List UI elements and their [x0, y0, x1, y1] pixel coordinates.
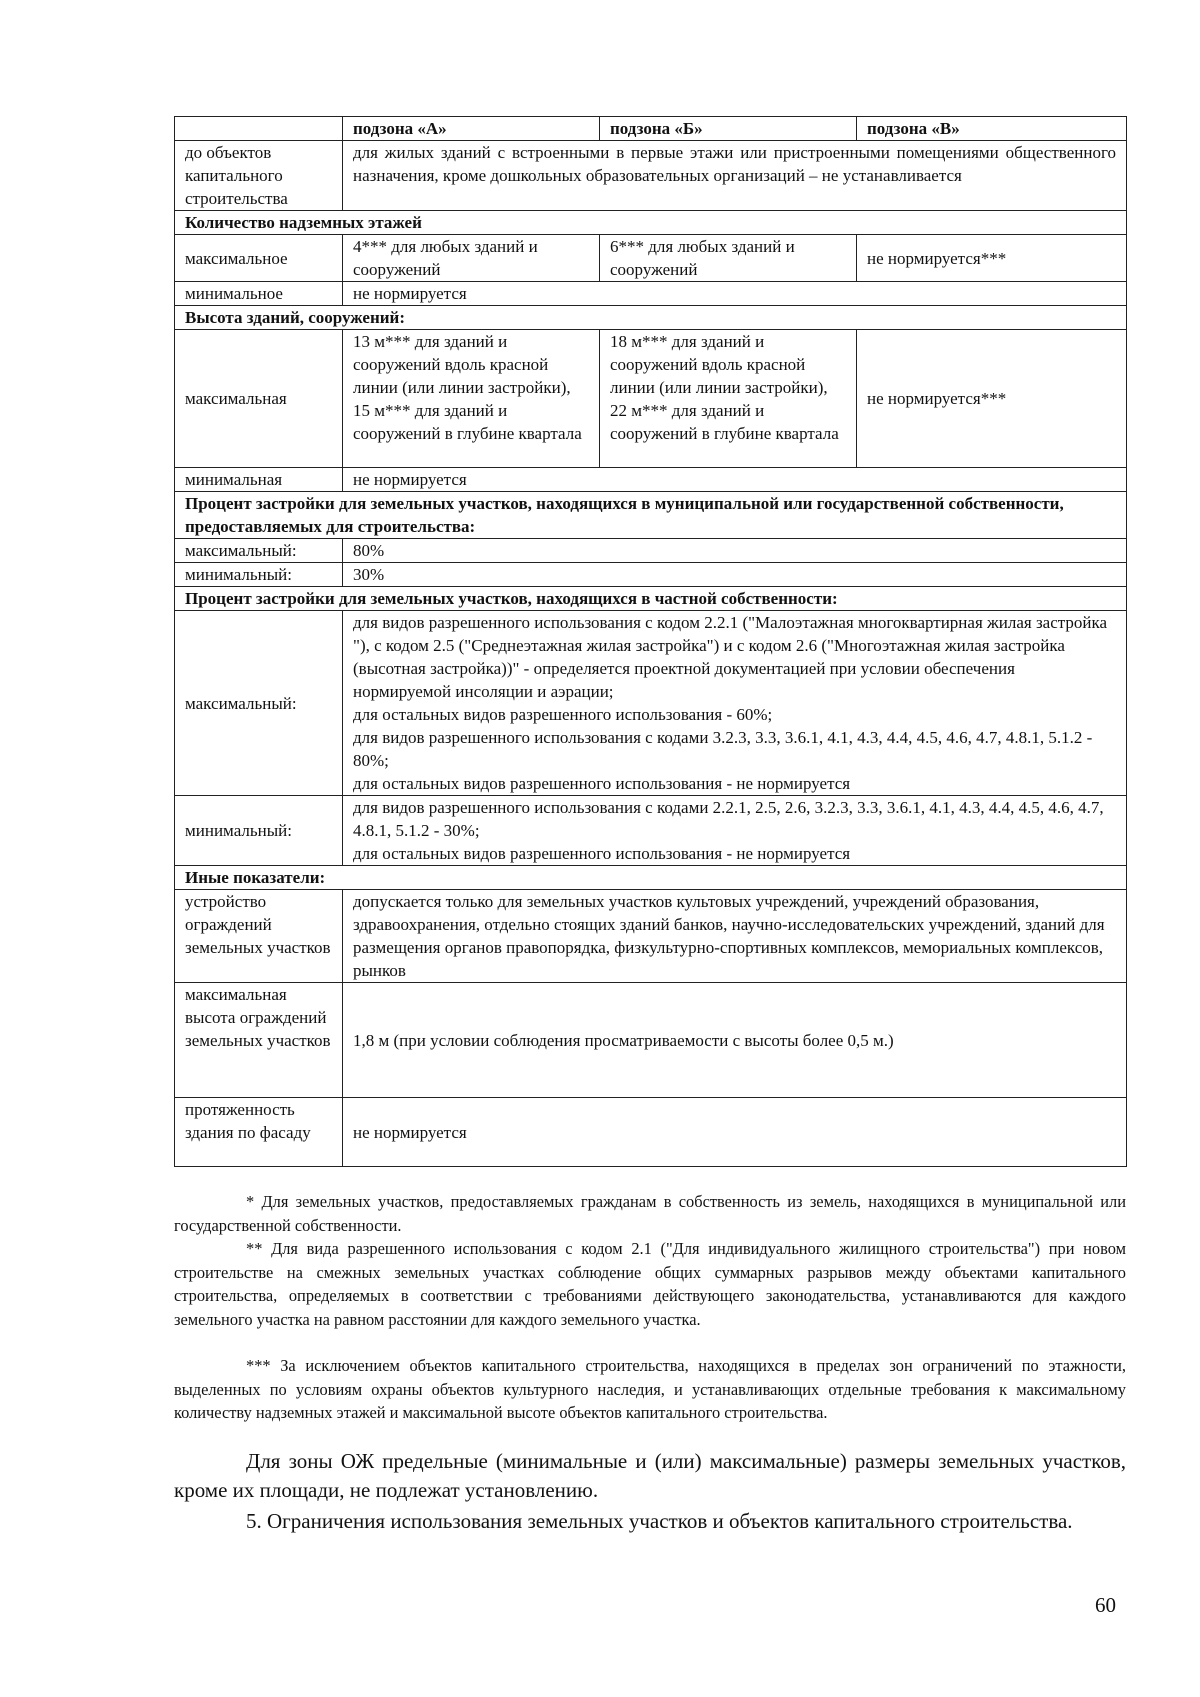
private-plots-max-label: максимальный:: [175, 611, 343, 796]
footnote-3: *** За исключением объектов капитального строительства, находящихся в пределах зон ограничений по этажности, выделенных по условиям охраны объектов культурного наследия, и устанавливающих отдельные требования к максимальному количеству надземных этажей и максимальной высоте объектов капитального строительства.: [174, 1356, 1126, 1422]
table-header-row: [175, 117, 1127, 141]
header-subzone-a: подзона «А»: [343, 117, 600, 141]
state-plots-max-label: максимальный:: [175, 539, 343, 563]
table-row: [175, 1098, 1127, 1167]
height-min-value: не нормируется: [343, 468, 1127, 492]
height-max-b: 18 м*** для зданий и сооружений вдоль красной линии (или линии застройки), 22 м*** для зданий и сооружений в глубине квартала: [600, 330, 857, 468]
table-row: [175, 796, 1127, 866]
body-paragraph: Для зоны ОЖ предельные (минимальные и (или) максимальные) размеры земельных участков, кроме их площади, не подлежат установлению.: [174, 1449, 1126, 1502]
floors-max-c: не нормируется***: [857, 235, 1127, 282]
state-plots-title: Процент застройки для земельных участков, находящихся в муниципальной или государственной собственности, предоставляемых для строительства:: [175, 492, 1127, 539]
table-row: [175, 141, 1127, 211]
private-plots-min-value: [343, 796, 1127, 866]
floors-max-b: 6*** для любых зданий и сооружений: [600, 235, 857, 282]
private-max-line: для остальных видов разрешенного использования - 60%;: [353, 705, 773, 724]
facade-label: протяженность здания по фасаду: [175, 1098, 343, 1167]
fence-height-value: 1,8 м (при условии соблюдения просматриваемости с высоты более 0,5 м.): [343, 983, 1127, 1098]
floors-max-label: максимальное: [175, 235, 343, 282]
distance-value: для жилых зданий с встроенными в первые этажи или пристроенными помещениями общественного назначения, кроме дошкольных образовательных организаций – не устанавливается: [343, 141, 1127, 211]
floors-min-label: минимальное: [175, 282, 343, 306]
footnote-1: * Для земельных участков, предоставляемых гражданам в собственность из земель, находящихся в муниципальной или государственной собственности.: [174, 1192, 1126, 1235]
private-min-line: для видов разрешенного использования с кодами 2.2.1, 2.5, 2.6, 3.2.3, 3.3, 3.6.1, 4.1, 4.3, 4.4, 4.5, 4.6, 4.7, 4.8.1, 5.1.2 - 30%;: [353, 798, 1104, 840]
fence-height-label: максимальная высота ограждений земельных участков: [175, 983, 343, 1098]
section-row: [175, 587, 1127, 611]
height-max-label: максимальная: [175, 330, 343, 468]
footnote-2: ** Для вида разрешенного использования с кодом 2.1 ("Для индивидуального жилищного строительства") при новом строительстве на смежных земельных участках соблюдение общих суммарных разрывов между объектами капитального строительства, определяемых в соответствии с требованиями действующего законодательства, устанавливаются для каждого земельного участка на равном расстоянии для каждого земельного участка.: [174, 1239, 1126, 1329]
table-row: [175, 282, 1127, 306]
table-row: [175, 235, 1127, 282]
private-plots-min-label: минимальный:: [175, 796, 343, 866]
state-plots-min-label: минимальный:: [175, 563, 343, 587]
private-max-line: для остальных видов разрешенного использования - не нормируется: [353, 774, 851, 793]
height-min-label: минимальная: [175, 468, 343, 492]
floors-min-value: не нормируется: [343, 282, 1127, 306]
section-row: [175, 306, 1127, 330]
table-row: [175, 330, 1127, 468]
section-row: [175, 866, 1127, 890]
page-number: 60: [1095, 1593, 1116, 1617]
height-title: Высота зданий, сооружений:: [175, 306, 1127, 330]
private-plots-max-value: [343, 611, 1127, 796]
state-plots-max-value: 80%: [343, 539, 1127, 563]
other-title: Иные показатели:: [175, 866, 1127, 890]
table-row: [175, 563, 1127, 587]
header-subzone-b: подзона «Б»: [600, 117, 857, 141]
table-row: [175, 983, 1127, 1098]
table-row: [175, 890, 1127, 983]
table-row: [175, 539, 1127, 563]
private-max-line: для видов разрешенного использования с кодами 3.2.3, 3.3, 3.6.1, 4.1, 4.3, 4.4, 4.5, 4.6, 4.7, 4.8.1, 5.1.2 - 80%;: [353, 728, 1093, 770]
floors-title: Количество надземных этажей: [175, 211, 1127, 235]
fence-label: устройство ограждений земельных участков: [175, 890, 343, 983]
table-row: [175, 611, 1127, 796]
section-heading: 5. Ограничения использования земельных участков и объектов капитального строительства.: [246, 1509, 1073, 1533]
regulations-table: [174, 116, 1127, 1167]
header-cell-empty: [175, 117, 343, 141]
state-plots-min-value: 30%: [343, 563, 1127, 587]
facade-value: не нормируется: [343, 1098, 1127, 1167]
section-row: [175, 492, 1127, 539]
height-max-c: не нормируется***: [857, 330, 1127, 468]
distance-label: до объектов капитального строительства: [175, 141, 343, 211]
table-row: [175, 468, 1127, 492]
private-plots-title: Процент застройки для земельных участков, находящихся в частной собственности:: [175, 587, 1127, 611]
private-max-line: для видов разрешенного использования с кодом 2.2.1 ("Малоэтажная многоквартирная жилая застройка "), с кодом 2.5 ("Среднеэтажная жилая застройка") и с кодом 2.6 ("Многоэтажная жилая застройка (высотная застройка))" - определяется проектной документацией при условии обеспечения нормируемой инсоляции и аэрации;: [353, 613, 1108, 701]
header-subzone-c: подзона «В»: [857, 117, 1127, 141]
section-row: [175, 211, 1127, 235]
private-min-line: для остальных видов разрешенного использования - не нормируется: [353, 844, 851, 863]
height-max-a: 13 м*** для зданий и сооружений вдоль красной линии (или линии застройки), 15 м*** для зданий и сооружений в глубине квартала: [343, 330, 600, 468]
fence-value: допускается только для земельных участков культовых учреждений, учреждений образования, здравоохранения, отдельно стоящих зданий банков, научно-исследовательских учреждений, зданий для размещения органов правопорядка, физкультурно-спортивных комплексов, мемориальных комплексов, рынков: [343, 890, 1127, 983]
floors-max-a: 4*** для любых зданий и сооружений: [343, 235, 600, 282]
